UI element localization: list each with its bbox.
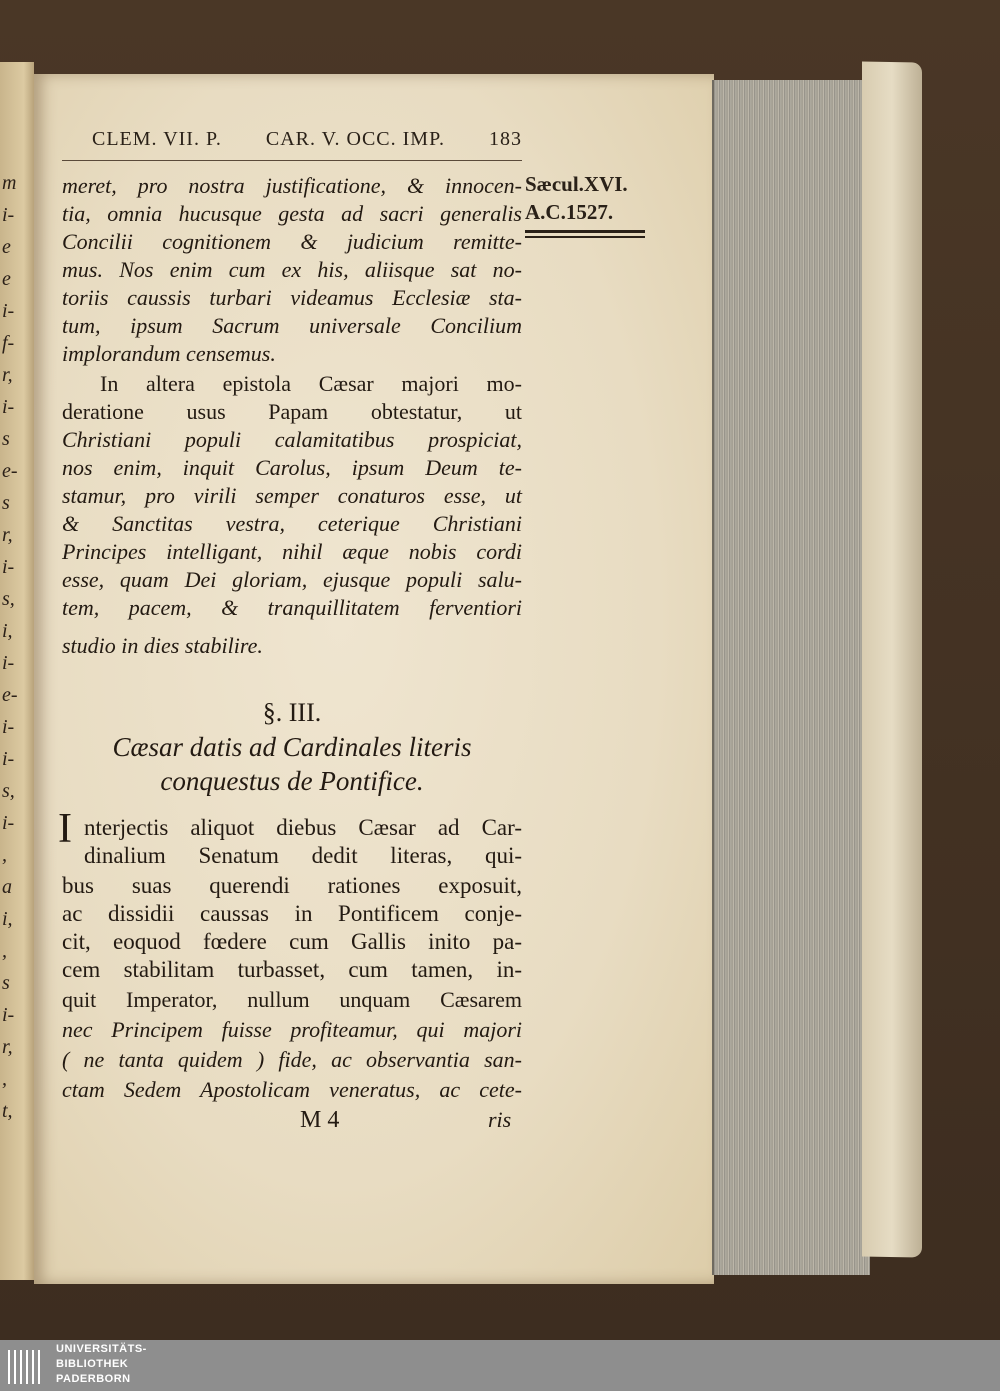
facing-page-fragment: e: [2, 236, 11, 258]
facing-page-fragment: ,: [2, 844, 7, 866]
running-head-left: CLEM. VII. P.: [92, 128, 222, 150]
library-name-line: UNIVERSITÄTS-: [56, 1343, 147, 1355]
text-line: dinalium Senatum dedit literas, qui-: [84, 843, 522, 868]
facing-page-fragment: a: [2, 876, 12, 898]
section-title: Cæsar datis ad Cardinales literis: [112, 732, 472, 762]
text-line: & Sanctitas vestra, ceterique Christiani: [62, 511, 522, 536]
text-line: nec Principem fuisse profiteamur, qui majori: [62, 1017, 522, 1042]
text-line: stamur, pro virili semper conaturos esse, ut: [62, 483, 522, 508]
facing-page-fragment: s: [2, 428, 10, 450]
text-line: nos enim, inquit Carolus, ipsum Deum te-: [62, 455, 522, 480]
text-line: Principes intelligant, nihil æque nobis cordi: [62, 539, 522, 564]
text-line: Christiani populi calamitatibus prospiciat,: [62, 427, 522, 452]
catchword: ris: [488, 1107, 512, 1132]
facing-page-fragment: m: [2, 172, 17, 194]
facing-page-fragment: i-: [2, 556, 15, 578]
facing-page-fragment: i,: [2, 620, 13, 642]
library-name: [56, 1342, 147, 1387]
text-line: quit Imperator, nullum unquam Cæsarem: [62, 987, 522, 1012]
facing-page-fragment: r,: [2, 524, 13, 546]
facing-page-fragment: t,: [2, 1100, 13, 1122]
facing-page-fragment: r,: [2, 1036, 13, 1058]
facing-page-fragment: s: [2, 972, 10, 994]
margin-note-century: Sæcul.XVI.: [525, 172, 628, 196]
library-name-line: BIBLIOTHEK: [56, 1358, 129, 1370]
text-line: Concilii cognitionem & judicium remitte-: [62, 229, 522, 254]
facing-page-fragment: e-: [2, 684, 18, 706]
text-line: implorandum censemus.: [62, 341, 276, 366]
text-line: meret, pro nostra justificatione, & innocen-: [62, 173, 522, 198]
text-line: esse, quam Dei gloriam, ejusque populi salu-: [62, 567, 522, 592]
facing-page-fragment: r,: [2, 364, 13, 386]
section-number: §. III.: [262, 698, 322, 727]
text-line: studio in dies stabilire.: [62, 633, 263, 658]
text-line: mus. Nos enim cum ex his, aliisque sat no-: [62, 257, 522, 282]
facing-page-fragment: i-: [2, 300, 15, 322]
book-cover-edge: [862, 61, 922, 1257]
facing-page-fragment: i-: [2, 652, 15, 674]
margin-rule: [525, 230, 645, 233]
text-line: ctam Sedem Apostolicam veneratus, ac cete-: [62, 1077, 522, 1102]
facing-page-fragment: e-: [2, 460, 18, 482]
facing-page-fragment: i-: [2, 396, 15, 418]
text-line: cit, eoquod fœdere cum Gallis inito pa-: [62, 929, 522, 954]
text-line: cem stabilitam turbasset, cum tamen, in-: [62, 957, 522, 982]
facing-page-fragment: i-: [2, 716, 15, 738]
signature-mark: M 4: [300, 1107, 340, 1133]
page-number: 183: [488, 128, 522, 150]
facing-page-fragment: ,: [2, 940, 7, 962]
running-head: [92, 128, 522, 151]
library-name-line: PADERBORN: [56, 1373, 131, 1385]
facing-page-fragment: s,: [2, 780, 15, 802]
facing-page-fragment: i-: [2, 748, 15, 770]
text-line: tum, ipsum Sacrum universale Concilium: [62, 313, 522, 338]
header-rule: [62, 160, 522, 161]
facing-page-fragment: i-: [2, 1004, 15, 1026]
running-head-center: CAR. V. OCC. IMP.: [265, 128, 445, 150]
facing-page-fragment: i,: [2, 908, 13, 930]
drop-initial: I: [58, 806, 72, 852]
text-line: deratione usus Papam obtestatur, ut: [62, 399, 522, 424]
margin-note-year: A.C.1527.: [525, 200, 614, 224]
facing-page-fragment: i-: [2, 204, 15, 226]
library-logo-icon: [6, 1346, 46, 1386]
text-line: ( ne tanta quidem ) fide, ac observantia san-: [62, 1047, 522, 1072]
text-line: tem, pacem, & tranquillitatem ferventiori: [62, 595, 522, 620]
facing-page-fragment: s,: [2, 588, 15, 610]
page-block-edges: [712, 80, 870, 1275]
text-line: In altera epistola Cæsar majori mo-: [100, 371, 522, 396]
text-line: tia, omnia hucusque gesta ad sacri generalis: [62, 201, 522, 226]
facing-page-fragment: f-: [2, 332, 15, 354]
library-footer-bar: [0, 1340, 1000, 1391]
text-line: toriis caussis turbari videamus Ecclesiæ sta-: [62, 285, 522, 310]
facing-page-fragment: i-: [2, 812, 15, 834]
facing-page-edge: [0, 62, 34, 1280]
facing-page-fragment: s: [2, 492, 10, 514]
text-line: ac dissidii caussas in Pontificem conje-: [62, 901, 522, 926]
margin-rule: [525, 236, 645, 238]
facing-page-fragment: e: [2, 268, 11, 290]
facing-page-fragment: ,: [2, 1068, 7, 1090]
section-title: conquestus de Pontifice.: [160, 766, 424, 796]
text-line: bus suas querendi rationes exposuit,: [62, 873, 522, 898]
text-line: nterjectis aliquot diebus Cæsar ad Car-: [84, 815, 522, 840]
